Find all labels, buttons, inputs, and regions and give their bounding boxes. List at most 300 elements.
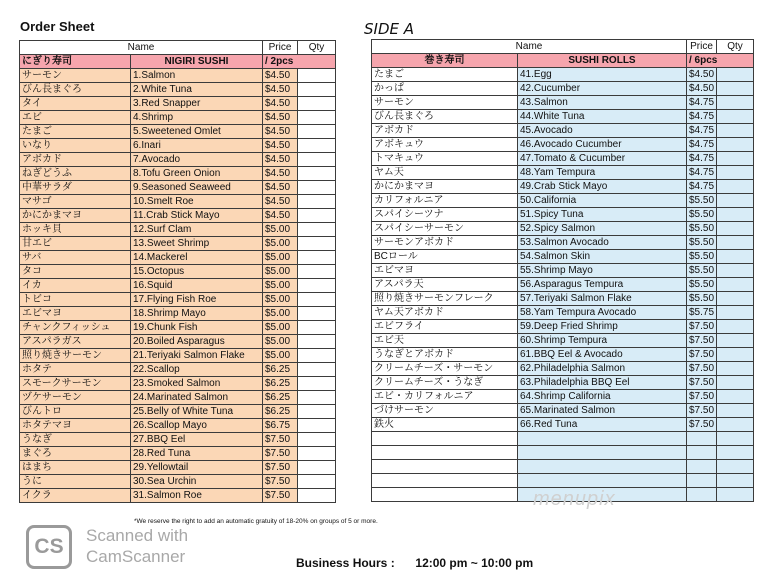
item-name: 66.Red Tuna — [518, 418, 687, 432]
item-jp-name: づけサーモン — [372, 404, 518, 418]
item-price: $5.50 — [687, 278, 717, 292]
item-price: $4.50 — [263, 111, 298, 125]
item-name: 47.Tomato & Cucumber — [518, 152, 687, 166]
qty-cell[interactable] — [298, 153, 336, 167]
item-jp-name: エビフライ — [372, 320, 518, 334]
table-row — [372, 82, 754, 96]
item-name: 54.Salmon Skin — [518, 250, 687, 264]
item-jp-name: アスパラガス — [20, 335, 131, 349]
empty-price-cell — [687, 460, 717, 474]
item-name: 24.Marinated Salmon — [131, 391, 263, 405]
col-qty-header: Qty — [298, 41, 336, 55]
qty-cell[interactable] — [298, 405, 336, 419]
table-row — [20, 209, 336, 223]
col-qty-header: Qty — [717, 40, 754, 54]
page-title: Order Sheet — [20, 19, 95, 34]
item-price: $4.50 — [263, 167, 298, 181]
item-price: $5.00 — [263, 237, 298, 251]
item-jp-name: かにかまマヨ — [20, 209, 131, 223]
table-row — [372, 278, 754, 292]
item-price: $4.75 — [687, 180, 717, 194]
item-price: $4.50 — [687, 82, 717, 96]
table-row — [372, 138, 754, 152]
qty-cell[interactable] — [298, 349, 336, 363]
item-price: $4.50 — [263, 181, 298, 195]
rolls-table — [371, 39, 754, 502]
qty-cell[interactable] — [717, 418, 754, 432]
item-price: $6.25 — [263, 377, 298, 391]
table-row — [20, 111, 336, 125]
item-jp-name: たまご — [372, 68, 518, 82]
item-name: 6.Inari — [131, 139, 263, 153]
qty-cell[interactable] — [298, 69, 336, 83]
menupix-watermark: menupix — [533, 488, 616, 510]
empty-jp-cell — [372, 446, 518, 460]
qty-cell[interactable] — [298, 139, 336, 153]
item-name: 30.Sea Urchin — [131, 475, 263, 489]
side-label: SIDE A — [364, 20, 415, 38]
table-row — [20, 377, 336, 391]
category-unit: / 2pcs — [263, 55, 336, 69]
qty-cell[interactable] — [717, 68, 754, 82]
item-jp-name: タイ — [20, 97, 131, 111]
qty-cell[interactable] — [298, 433, 336, 447]
empty-jp-cell — [372, 474, 518, 488]
table-row — [372, 264, 754, 278]
qty-cell[interactable] — [717, 166, 754, 180]
qty-cell[interactable] — [717, 138, 754, 152]
category-jp: にぎり寿司 — [20, 55, 131, 69]
empty-jp-cell — [372, 432, 518, 446]
item-jp-name: サーモンアボカド — [372, 236, 518, 250]
table-row — [372, 208, 754, 222]
item-name: 13.Sweet Shrimp — [131, 237, 263, 251]
item-name: 12.Surf Clam — [131, 223, 263, 237]
item-price: $7.50 — [263, 475, 298, 489]
item-price: $6.75 — [263, 419, 298, 433]
qty-cell[interactable] — [298, 475, 336, 489]
table-row — [20, 475, 336, 489]
empty-price-cell — [687, 474, 717, 488]
qty-cell[interactable] — [298, 111, 336, 125]
qty-cell[interactable] — [298, 223, 336, 237]
item-price: $4.75 — [687, 166, 717, 180]
table-row — [20, 447, 336, 461]
item-price: $4.50 — [263, 153, 298, 167]
item-name: 41.Egg — [518, 68, 687, 82]
item-price: $5.50 — [687, 208, 717, 222]
qty-cell[interactable] — [298, 447, 336, 461]
item-jp-name: BCロール — [372, 250, 518, 264]
item-jp-name: 照り焼きサーモンフレーク — [372, 292, 518, 306]
table-row — [20, 433, 336, 447]
qty-cell[interactable] — [298, 335, 336, 349]
qty-cell[interactable] — [717, 152, 754, 166]
qty-cell[interactable] — [298, 251, 336, 265]
item-name: 31.Salmon Roe — [131, 489, 263, 503]
item-name: 58.Yam Tempura Avocado — [518, 306, 687, 320]
item-price: $4.75 — [687, 110, 717, 124]
item-jp-name: タコ — [20, 265, 131, 279]
item-jp-name: エビマヨ — [372, 264, 518, 278]
table-row — [372, 334, 754, 348]
item-jp-name: スパイシーサーモン — [372, 222, 518, 236]
category-row — [20, 55, 336, 69]
empty-name-cell — [518, 432, 687, 446]
item-name: 27.BBQ Eel — [131, 433, 263, 447]
item-jp-name: サーモン — [20, 69, 131, 83]
qty-cell[interactable] — [717, 208, 754, 222]
qty-cell[interactable] — [298, 97, 336, 111]
item-name: 19.Chunk Fish — [131, 321, 263, 335]
item-jp-name: イカ — [20, 279, 131, 293]
table-row — [372, 250, 754, 264]
table-row — [372, 96, 754, 110]
table-row — [372, 236, 754, 250]
item-jp-name: うに — [20, 475, 131, 489]
item-name: 26.Scallop Mayo — [131, 419, 263, 433]
item-name: 64.Shrimp California — [518, 390, 687, 404]
item-price: $4.75 — [687, 124, 717, 138]
gratuity-note: *We reserve the right to add an automatic gratuity of 18-20% on groups of 5 or more. — [134, 518, 378, 525]
item-jp-name: ホタテマヨ — [20, 419, 131, 433]
item-jp-name: ヤム天 — [372, 166, 518, 180]
item-jp-name: エビ・カリフォルニア — [372, 390, 518, 404]
item-price: $7.50 — [263, 489, 298, 503]
empty-price-cell — [687, 488, 717, 502]
item-name: 4.Shrimp — [131, 111, 263, 125]
qty-cell[interactable] — [717, 292, 754, 306]
empty-name-cell — [518, 446, 687, 460]
item-price: $5.50 — [687, 250, 717, 264]
item-name: 22.Scallop — [131, 363, 263, 377]
item-price: $7.50 — [687, 376, 717, 390]
qty-cell[interactable] — [298, 237, 336, 251]
qty-cell[interactable] — [298, 195, 336, 209]
item-name: 16.Squid — [131, 279, 263, 293]
item-jp-name: クリームチーズ・うなぎ — [372, 376, 518, 390]
table-row — [20, 265, 336, 279]
hours-label: Business Hours : — [296, 556, 395, 570]
item-name: 11.Crab Stick Mayo — [131, 209, 263, 223]
item-price: $7.50 — [687, 390, 717, 404]
table-row — [372, 68, 754, 82]
empty-row — [372, 446, 754, 460]
qty-cell[interactable] — [717, 376, 754, 390]
table-row — [20, 349, 336, 363]
table-row — [20, 391, 336, 405]
item-jp-name: エビマヨ — [20, 307, 131, 321]
qty-cell[interactable] — [717, 180, 754, 194]
qty-cell[interactable] — [298, 279, 336, 293]
item-name: 7.Avocado — [131, 153, 263, 167]
item-name: 48.Yam Tempura — [518, 166, 687, 180]
item-price: $5.50 — [687, 194, 717, 208]
item-price: $5.50 — [687, 236, 717, 250]
col-name-header: Name — [20, 41, 263, 55]
item-name: 20.Boiled Asparagus — [131, 335, 263, 349]
item-jp-name: かにかまマヨ — [372, 180, 518, 194]
table-row — [372, 348, 754, 362]
table-row — [20, 321, 336, 335]
empty-name-cell — [518, 474, 687, 488]
qty-cell[interactable] — [717, 264, 754, 278]
table-row — [20, 223, 336, 237]
item-name: 18.Shrimp Mayo — [131, 307, 263, 321]
item-jp-name: カリフォルニア — [372, 194, 518, 208]
table-row — [20, 195, 336, 209]
camscanner-logo-icon: CS — [26, 525, 72, 569]
table-row — [372, 306, 754, 320]
item-jp-name: ヅケサーモン — [20, 391, 131, 405]
table-row — [372, 418, 754, 432]
qty-cell[interactable] — [298, 181, 336, 195]
table-row — [20, 419, 336, 433]
item-jp-name: アボキュウ — [372, 138, 518, 152]
qty-cell[interactable] — [717, 390, 754, 404]
category-row — [372, 54, 754, 68]
table-row — [372, 194, 754, 208]
qty-cell[interactable] — [717, 110, 754, 124]
qty-cell[interactable] — [717, 82, 754, 96]
item-name: 53.Salmon Avocado — [518, 236, 687, 250]
qty-cell[interactable] — [717, 334, 754, 348]
item-name: 5.Sweetened Omlet — [131, 125, 263, 139]
qty-cell[interactable] — [717, 460, 754, 474]
table-header-row — [20, 41, 336, 55]
item-jp-name: スパイシーツナ — [372, 208, 518, 222]
item-price: $5.50 — [687, 222, 717, 236]
table-row — [20, 167, 336, 181]
qty-cell[interactable] — [717, 446, 754, 460]
qty-cell[interactable] — [298, 167, 336, 181]
col-price-header: Price — [263, 41, 298, 55]
item-name: 25.Belly of White Tuna — [131, 405, 263, 419]
item-price: $4.50 — [263, 209, 298, 223]
empty-jp-cell — [372, 488, 518, 502]
qty-cell[interactable] — [717, 348, 754, 362]
item-jp-name: びん長まぐろ — [372, 110, 518, 124]
table-row — [372, 152, 754, 166]
scanner-line-1: Scanned with — [86, 526, 189, 545]
item-price: $7.50 — [687, 418, 717, 432]
qty-cell[interactable] — [298, 391, 336, 405]
table-row — [372, 404, 754, 418]
item-price: $7.50 — [687, 348, 717, 362]
table-row — [20, 461, 336, 475]
item-name: 56.Asparagus Tempura — [518, 278, 687, 292]
qty-cell[interactable] — [717, 194, 754, 208]
item-price: $5.00 — [263, 223, 298, 237]
business-hours — [296, 556, 533, 570]
table-row — [20, 279, 336, 293]
item-jp-name: クリームチーズ・サーモン — [372, 362, 518, 376]
item-jp-name: うなぎ — [20, 433, 131, 447]
item-name: 60.Shrimp Tempura — [518, 334, 687, 348]
nigiri-table — [19, 40, 336, 503]
table-row — [20, 293, 336, 307]
table-row — [372, 376, 754, 390]
item-price: $5.00 — [263, 307, 298, 321]
item-price: $4.75 — [687, 96, 717, 110]
item-name: 3.Red Snapper — [131, 97, 263, 111]
category-en: SUSHI ROLLS — [518, 54, 687, 68]
table-row — [20, 69, 336, 83]
item-name: 52.Spicy Salmon — [518, 222, 687, 236]
item-name: 21.Teriyaki Salmon Flake — [131, 349, 263, 363]
table-row — [372, 292, 754, 306]
item-price: $7.50 — [263, 447, 298, 461]
item-name: 43.Salmon — [518, 96, 687, 110]
item-name: 50.California — [518, 194, 687, 208]
qty-cell[interactable] — [717, 432, 754, 446]
qty-cell[interactable] — [717, 96, 754, 110]
item-name: 17.Flying Fish Roe — [131, 293, 263, 307]
item-name: 62.Philadelphia Salmon — [518, 362, 687, 376]
item-price: $5.00 — [263, 265, 298, 279]
table-row — [20, 153, 336, 167]
item-jp-name: びんトロ — [20, 405, 131, 419]
item-price: $6.25 — [263, 391, 298, 405]
item-price: $7.50 — [687, 362, 717, 376]
item-name: 51.Spicy Tuna — [518, 208, 687, 222]
item-price: $5.00 — [263, 321, 298, 335]
qty-cell[interactable] — [298, 265, 336, 279]
qty-cell[interactable] — [717, 488, 754, 502]
item-name: 28.Red Tuna — [131, 447, 263, 461]
qty-cell[interactable] — [298, 363, 336, 377]
scanner-line-2: CamScanner — [86, 547, 186, 566]
item-jp-name: サーモン — [372, 96, 518, 110]
qty-cell[interactable] — [298, 321, 336, 335]
qty-cell[interactable] — [298, 125, 336, 139]
item-jp-name: 照り焼きサーモン — [20, 349, 131, 363]
qty-cell[interactable] — [717, 320, 754, 334]
item-jp-name: スモークサーモン — [20, 377, 131, 391]
item-jp-name: ホタテ — [20, 363, 131, 377]
qty-cell[interactable] — [717, 250, 754, 264]
table-row — [20, 83, 336, 97]
item-jp-name: イクラ — [20, 489, 131, 503]
item-price: $5.00 — [263, 251, 298, 265]
qty-cell[interactable] — [717, 362, 754, 376]
qty-cell[interactable] — [717, 404, 754, 418]
item-name: 29.Yellowtail — [131, 461, 263, 475]
item-name: 65.Marinated Salmon — [518, 404, 687, 418]
item-jp-name: チャンクフィッシュ — [20, 321, 131, 335]
item-name: 23.Smoked Salmon — [131, 377, 263, 391]
qty-cell[interactable] — [298, 83, 336, 97]
table-row — [20, 139, 336, 153]
item-price: $6.25 — [263, 363, 298, 377]
qty-cell[interactable] — [298, 209, 336, 223]
table-row — [20, 363, 336, 377]
empty-row — [372, 474, 754, 488]
item-price: $4.75 — [687, 152, 717, 166]
item-price: $5.00 — [263, 335, 298, 349]
scanner-watermark — [86, 525, 188, 567]
qty-cell[interactable] — [717, 236, 754, 250]
item-price: $5.50 — [687, 264, 717, 278]
item-jp-name: 鉄火 — [372, 418, 518, 432]
item-price: $4.50 — [687, 68, 717, 82]
item-name: 49.Crab Stick Mayo — [518, 180, 687, 194]
item-name: 42.Cucumber — [518, 82, 687, 96]
item-jp-name: アボカド — [20, 153, 131, 167]
qty-cell[interactable] — [298, 377, 336, 391]
item-jp-name: たまご — [20, 125, 131, 139]
qty-cell[interactable] — [717, 124, 754, 138]
empty-name-cell — [518, 460, 687, 474]
item-price: $4.50 — [263, 125, 298, 139]
item-name: 8.Tofu Green Onion — [131, 167, 263, 181]
item-price: $7.50 — [687, 320, 717, 334]
item-name: 2.White Tuna — [131, 83, 263, 97]
item-price: $7.50 — [687, 404, 717, 418]
item-name: 55.Shrimp Mayo — [518, 264, 687, 278]
table-row — [372, 110, 754, 124]
table-row — [372, 362, 754, 376]
table-row — [20, 181, 336, 195]
col-price-header: Price — [687, 40, 717, 54]
table-row — [20, 251, 336, 265]
table-row — [372, 124, 754, 138]
item-price: $4.75 — [687, 138, 717, 152]
qty-cell[interactable] — [298, 293, 336, 307]
qty-cell[interactable] — [298, 307, 336, 321]
qty-cell[interactable] — [717, 222, 754, 236]
item-price: $5.00 — [263, 349, 298, 363]
empty-price-cell — [687, 432, 717, 446]
item-price: $4.50 — [263, 97, 298, 111]
table-row — [20, 335, 336, 349]
qty-cell[interactable] — [298, 461, 336, 475]
qty-cell[interactable] — [717, 278, 754, 292]
qty-cell[interactable] — [717, 306, 754, 320]
item-jp-name: アスパラ天 — [372, 278, 518, 292]
table-row — [20, 237, 336, 251]
table-row — [20, 97, 336, 111]
qty-cell[interactable] — [298, 489, 336, 503]
item-name: 10.Smelt Roe — [131, 195, 263, 209]
item-price: $5.75 — [687, 306, 717, 320]
table-row — [20, 405, 336, 419]
item-price: $4.50 — [263, 69, 298, 83]
item-name: 57.Teriyaki Salmon Flake — [518, 292, 687, 306]
item-price: $7.50 — [687, 334, 717, 348]
item-name: 15.Octopus — [131, 265, 263, 279]
item-price: $7.50 — [263, 433, 298, 447]
item-name: 46.Avocado Cucumber — [518, 138, 687, 152]
category-unit: / 6pcs — [687, 54, 754, 68]
item-jp-name: エビ天 — [372, 334, 518, 348]
item-price: $4.50 — [263, 195, 298, 209]
item-jp-name: うなぎとアボカド — [372, 348, 518, 362]
item-name: 45.Avocado — [518, 124, 687, 138]
item-jp-name: いなり — [20, 139, 131, 153]
item-jp-name: まぐろ — [20, 447, 131, 461]
item-jp-name: エビ — [20, 111, 131, 125]
table-row — [372, 390, 754, 404]
table-row — [20, 489, 336, 503]
item-name: 9.Seasoned Seaweed — [131, 181, 263, 195]
category-jp: 巻き寿司 — [372, 54, 518, 68]
table-row — [372, 320, 754, 334]
qty-cell[interactable] — [298, 419, 336, 433]
item-name: 61.BBQ Eel & Avocado — [518, 348, 687, 362]
qty-cell[interactable] — [717, 474, 754, 488]
item-jp-name: ねぎどうふ — [20, 167, 131, 181]
